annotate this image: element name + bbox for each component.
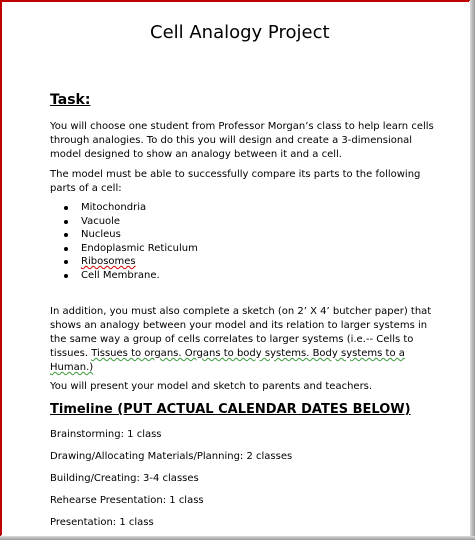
page-title: Cell Analogy Project [150, 22, 330, 43]
requirements-paragraph: The model must be able to successfully compare its parts to the following parts of a cell: [50, 169, 421, 194]
timeline-item: Building/Creating: 3-4 classes [50, 473, 199, 484]
document-page [1, 1, 469, 535]
presentation-paragraph: You will present your model and sketch to parents and teachers. [50, 381, 373, 392]
page-shadow-right [470, 0, 475, 540]
timeline-heading: Timeline (PUT ACTUAL CALENDAR DATES BELOW) [50, 402, 411, 417]
bullet-icon [64, 206, 68, 210]
timeline-item: Brainstorming: 1 class [50, 429, 162, 440]
timeline-item: Rehearse Presentation: 1 class [50, 495, 204, 506]
bullet-icon [64, 220, 68, 224]
list-item: Mitochondria [64, 201, 198, 215]
bullet-icon [64, 233, 68, 237]
task-paragraph: You will choose one student from Professor Morgan’s class to help learn cells through analogies. To do this you will design and create a 3-dimensional model designed to show an analogy between it and a cell. [50, 121, 434, 160]
bullet-icon [64, 260, 68, 264]
list-item: Vacuole [64, 215, 198, 229]
list-item [64, 255, 198, 269]
bullet-icon [64, 247, 68, 251]
list-item: Cell Membrane. [64, 269, 198, 283]
timeline-item: Drawing/Allocating Materials/Planning: 2 classes [50, 451, 293, 462]
misspelled-word[interactable]: Ribosomes [81, 256, 136, 267]
sketch-text: In addition, you must also complete a sketch (on 2’ X 4’ butcher paper) that shows an analogy between your model and its relation to larger systems in the same way a group of cells correlates to larger systems (i.e.-- Cells to tissues. [50, 306, 432, 359]
grammar-flagged-text[interactable]: Tissues to organs. Organs to body systems. Body systems to a Human.) [50, 348, 405, 373]
list-item: Nucleus [64, 228, 198, 242]
task-heading: Task: [50, 92, 91, 108]
list-item: Endoplasmic Reticulum [64, 242, 198, 256]
sketch-paragraph [50, 305, 435, 375]
timeline-item: Presentation: 1 class [50, 517, 154, 528]
bullet-icon [64, 274, 68, 278]
page-shadow-bottom [0, 536, 475, 540]
cell-parts-list [64, 201, 198, 282]
